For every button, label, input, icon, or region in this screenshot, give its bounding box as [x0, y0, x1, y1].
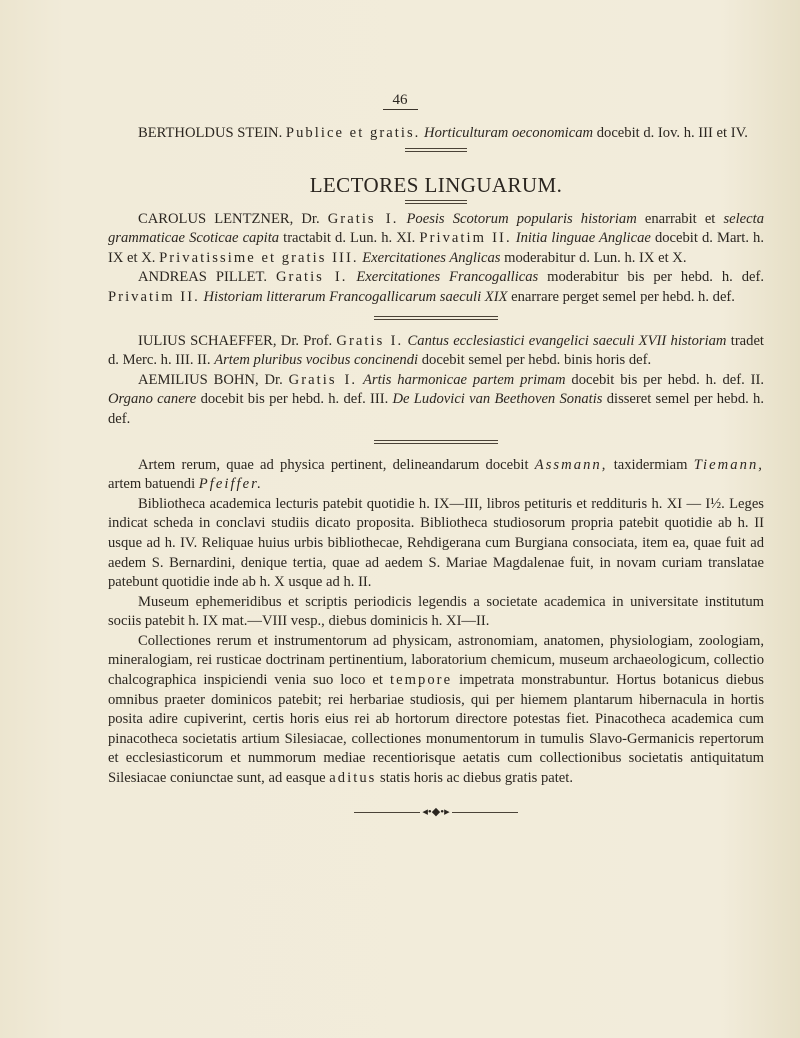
- text: tempore: [389, 672, 453, 689]
- course-schedule: moderabitur d. Lun. h. IX et X.: [504, 249, 687, 266]
- ornament-glyph: ◂•◆•▸: [422, 805, 450, 818]
- course-schedule: tradet d. Merc. h. III. II.: [108, 332, 764, 369]
- text: Bibliotheca academica lecturis patebit quotidie h. IX—III, libros petituris et reddituris h. XI — I½.: [138, 495, 725, 512]
- course-subject: Horticulturam oeconomicam: [424, 125, 594, 141]
- text: Leges indicat scheda in conclavi studiis dicato proposita. Bibliotheca studiosorum propria patebit quotidie ab h. II usque ad h. IV. Reliquae huius urbis bibliothecae, Rehdigerana cum Burgiana consociata, item ea, quae fuit ad aedem S. Bernardini, denique tertia, quae ad aedem S. Mariae Magdalenae fuit, in novam curiam translatae patebunt quotidie inde ab h. X usque ad h. II.: [108, 495, 764, 591]
- course-subject: Poesis Scotorum popularis historiam: [406, 210, 637, 227]
- course-schedule: docebit d. Iov. h. III et IV.: [596, 125, 748, 141]
- lecturer-name: IULIUS SCHAEFFER, Dr. Prof.: [138, 332, 333, 349]
- course-schedule: tractabit d. Lun. h. XI.: [283, 230, 416, 247]
- paragraph-artes: [108, 456, 764, 495]
- text: enarrabit et: [644, 210, 716, 227]
- ornament-line: [452, 812, 518, 813]
- course-subject: Historiam litterarum Francogallicarum saeculi XIX: [203, 288, 508, 305]
- course-type: Gratis I.: [327, 210, 399, 227]
- divider-rule: [405, 148, 467, 152]
- document-body: [108, 124, 764, 822]
- paragraph-stein: [108, 124, 764, 144]
- course-schedule: enarrare perget semel per hebd. h. def.: [511, 288, 735, 305]
- page-number: 46: [0, 92, 800, 109]
- person-name: Tiemann,: [693, 456, 764, 473]
- person-name: Pfeiffer.: [198, 476, 263, 493]
- course-schedule: disseret semel per hebd. h. def.: [108, 391, 764, 427]
- divider-rule: [374, 440, 498, 444]
- course-type: Privatim II.: [108, 288, 200, 305]
- text: taxidermiam: [613, 456, 688, 473]
- course-schedule: docebit semel per hebd. binis horis def.: [421, 352, 652, 369]
- course-subject: selecta grammaticae Scoticae capita: [108, 210, 764, 247]
- course-subject: Exercitationes Anglicas: [362, 249, 501, 266]
- course-schedule: docebit bis per hebd. h. def. III.: [200, 391, 389, 408]
- paragraph-lentzner: [108, 210, 764, 269]
- divider-rule: [374, 316, 498, 320]
- course-type: Gratis I.: [336, 332, 404, 349]
- course-type: Gratis I.: [288, 371, 358, 388]
- course-subject: Cantus ecclesiastici evangelici saeculi XVII historiam: [407, 332, 727, 349]
- paragraph-collectiones: [108, 632, 764, 789]
- lecturer-name: AEMILIUS BOHN, Dr.: [138, 371, 283, 388]
- course-schedule: docebit d. Mart. h. IX et X.: [108, 230, 765, 266]
- person-name: Assmann,: [534, 456, 608, 473]
- text: Artem rerum, quae ad physica pertinent, delineandarum docebit: [138, 456, 529, 473]
- course-schedule: docebit bis per hebd. h. def. II.: [571, 371, 764, 388]
- course-subject: Organo canere: [108, 391, 197, 408]
- paragraph-bibliotheca: [108, 495, 764, 593]
- text: Collectiones rerum et instrumentorum ad physicam, astronomiam, anatomen, physiologiam, zoologiam, mineralogiam, rei rusticae doctrinam pertinentium, laboratorium chemicum, museum archaeologicum, collectio chalcographica inspiciendi venia suo loco et: [108, 632, 764, 689]
- paragraph-pillet: [108, 268, 764, 307]
- paragraph-schaeffer: [108, 332, 764, 371]
- course-subject: Artem pluribus vocibus concinendi: [214, 352, 419, 369]
- text: artem batuendi: [108, 476, 196, 493]
- ornament-line: [354, 812, 420, 813]
- lecturer-name: BERTHOLDUS STEIN.: [138, 125, 283, 141]
- lecturer-name: ANDREAS PILLET.: [138, 269, 268, 286]
- course-type: Publice et gratis.: [285, 125, 421, 141]
- lecturer-name: CAROLUS LENTZNER, Dr.: [138, 210, 320, 227]
- course-subject: De Ludovici van Beethoven Sonatis: [392, 391, 603, 408]
- text: aditus: [329, 770, 377, 787]
- course-subject: Initia linguae Anglicae: [515, 230, 651, 247]
- divider-rule: [405, 200, 467, 204]
- course-subject: Exercitationes Francogallicas: [356, 269, 539, 286]
- course-subject: Artis harmonicae partem primam: [363, 371, 566, 388]
- course-type: Privatissime et gratis III.: [159, 249, 359, 266]
- course-schedule: moderabitur bis per hebd. h. def.: [547, 269, 764, 286]
- course-type: Privatim II.: [419, 230, 512, 247]
- course-type: Gratis I.: [275, 269, 348, 286]
- section-heading: LECTORES LINGUARUM.: [309, 172, 563, 197]
- ornament-divider: [108, 803, 764, 823]
- paragraph-bohn: [108, 371, 764, 430]
- text: impetrata monstrabuntur. Hortus botanicus diebus omnibus praeter dominicos patebit; rei herbariae studiosis, qui per hiemem plantarum hibernacula in hortis posita adire cupiverint, certis horis eius rei ab hortorum directore potestas fiet. Pinacotheca academica cum pinacotheca societatis artium Silesiacae, collectiones monumentorum in tumulis Slavo-Germanicis repertorum et ecclesiasticorum et nummorum mediae recentiorisque aetatis cum collectionibus societatis antiquitatum Silesiacae coniunctae sunt, ad easque: [108, 672, 764, 787]
- paragraph-museum: Museum ephemeridibus et scriptis periodicis legendis a societate academica in universitate institutum sociis patebit h. IX mat.—VIII vesp., diebus dominicis h. XI—II.: [108, 593, 764, 630]
- text: statis horis ac diebus gratis patet.: [380, 770, 573, 787]
